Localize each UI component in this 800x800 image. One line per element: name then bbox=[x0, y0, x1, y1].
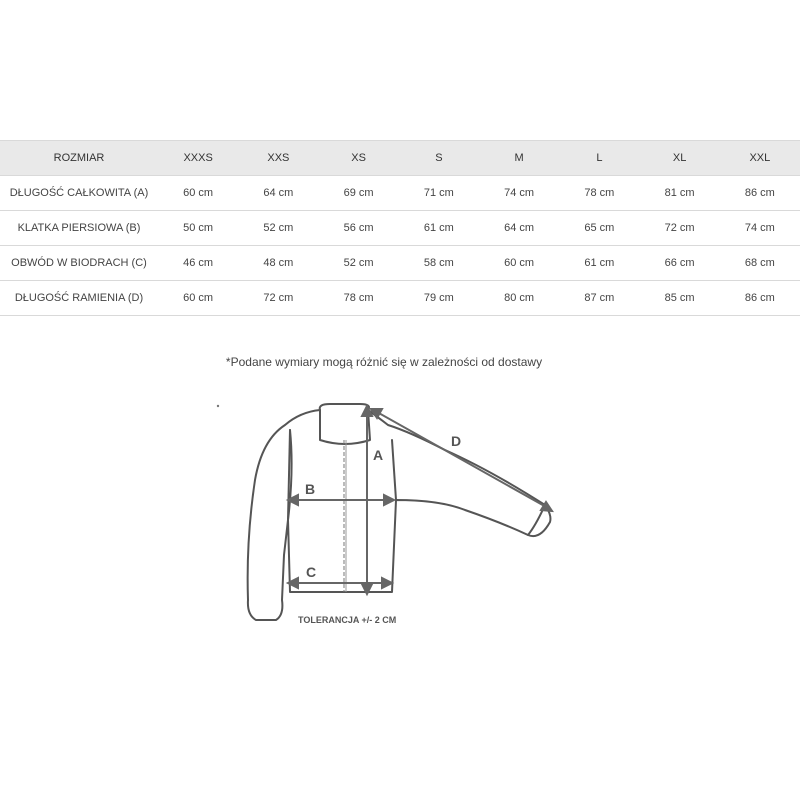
table-cell: 72 cm bbox=[640, 211, 720, 246]
header-rozmiar: ROZMIAR bbox=[0, 141, 158, 176]
table-cell: 87 cm bbox=[559, 281, 639, 316]
table-cell: 80 cm bbox=[479, 281, 559, 316]
row-label: OBWÓD W BIODRACH (C) bbox=[0, 246, 158, 281]
table-cell: 65 cm bbox=[559, 211, 639, 246]
header-size: S bbox=[399, 141, 479, 176]
table-cell: 86 cm bbox=[720, 281, 800, 316]
table-cell: 85 cm bbox=[640, 281, 720, 316]
table-cell: 79 cm bbox=[399, 281, 479, 316]
jacket-outline bbox=[248, 410, 551, 620]
table-cell: 48 cm bbox=[238, 246, 318, 281]
label-d: D bbox=[451, 433, 462, 449]
row-label: DŁUGOŚĆ RAMIENIA (D) bbox=[0, 281, 158, 316]
table-cell: 50 cm bbox=[158, 211, 238, 246]
row-label: KLATKA PIERSIOWA (B) bbox=[0, 211, 158, 246]
table-cell: 46 cm bbox=[158, 246, 238, 281]
table-cell: 64 cm bbox=[238, 176, 318, 211]
header-size: L bbox=[559, 141, 639, 176]
table-cell: 61 cm bbox=[399, 211, 479, 246]
label-b: B bbox=[305, 481, 316, 497]
table-cell: 72 cm bbox=[238, 281, 318, 316]
stray-dot bbox=[217, 405, 219, 407]
table-cell: 60 cm bbox=[479, 246, 559, 281]
table-cell: 81 cm bbox=[640, 176, 720, 211]
header-size: M bbox=[479, 141, 559, 176]
table-cell: 61 cm bbox=[559, 246, 639, 281]
table-cell: 78 cm bbox=[319, 281, 399, 316]
row-label: DŁUGOŚĆ CAŁKOWITA (A) bbox=[0, 176, 158, 211]
header-size: XS bbox=[319, 141, 399, 176]
table-cell: 66 cm bbox=[640, 246, 720, 281]
table-cell: 56 cm bbox=[319, 211, 399, 246]
header-size: XXS bbox=[238, 141, 318, 176]
table-cell: 74 cm bbox=[479, 176, 559, 211]
table-cell: 64 cm bbox=[479, 211, 559, 246]
measure-d-arrow bbox=[377, 412, 548, 508]
table-cell: 71 cm bbox=[399, 176, 479, 211]
header-size: XXXS bbox=[158, 141, 238, 176]
tolerance-text: TOLERANCJA +/- 2 CM bbox=[298, 615, 397, 625]
header-size: XL bbox=[640, 141, 720, 176]
jacket-collar bbox=[320, 404, 370, 444]
table-cell: 60 cm bbox=[158, 281, 238, 316]
table-cell: 74 cm bbox=[720, 211, 800, 246]
header-size: XXL bbox=[720, 141, 800, 176]
table-cell: 68 cm bbox=[720, 246, 800, 281]
label-c: C bbox=[306, 564, 317, 580]
table-cell: 52 cm bbox=[319, 246, 399, 281]
table-cell: 52 cm bbox=[238, 211, 318, 246]
table-cell: 86 cm bbox=[720, 176, 800, 211]
table-cell: 60 cm bbox=[158, 176, 238, 211]
table-cell: 58 cm bbox=[399, 246, 479, 281]
table-cell: 69 cm bbox=[319, 176, 399, 211]
label-a: A bbox=[373, 447, 384, 463]
disclaimer-note: *Podane wymiary mogą różnić się w zależności od dostawy bbox=[225, 355, 543, 369]
table-cell: 78 cm bbox=[559, 176, 639, 211]
right-side-seam bbox=[392, 440, 396, 500]
